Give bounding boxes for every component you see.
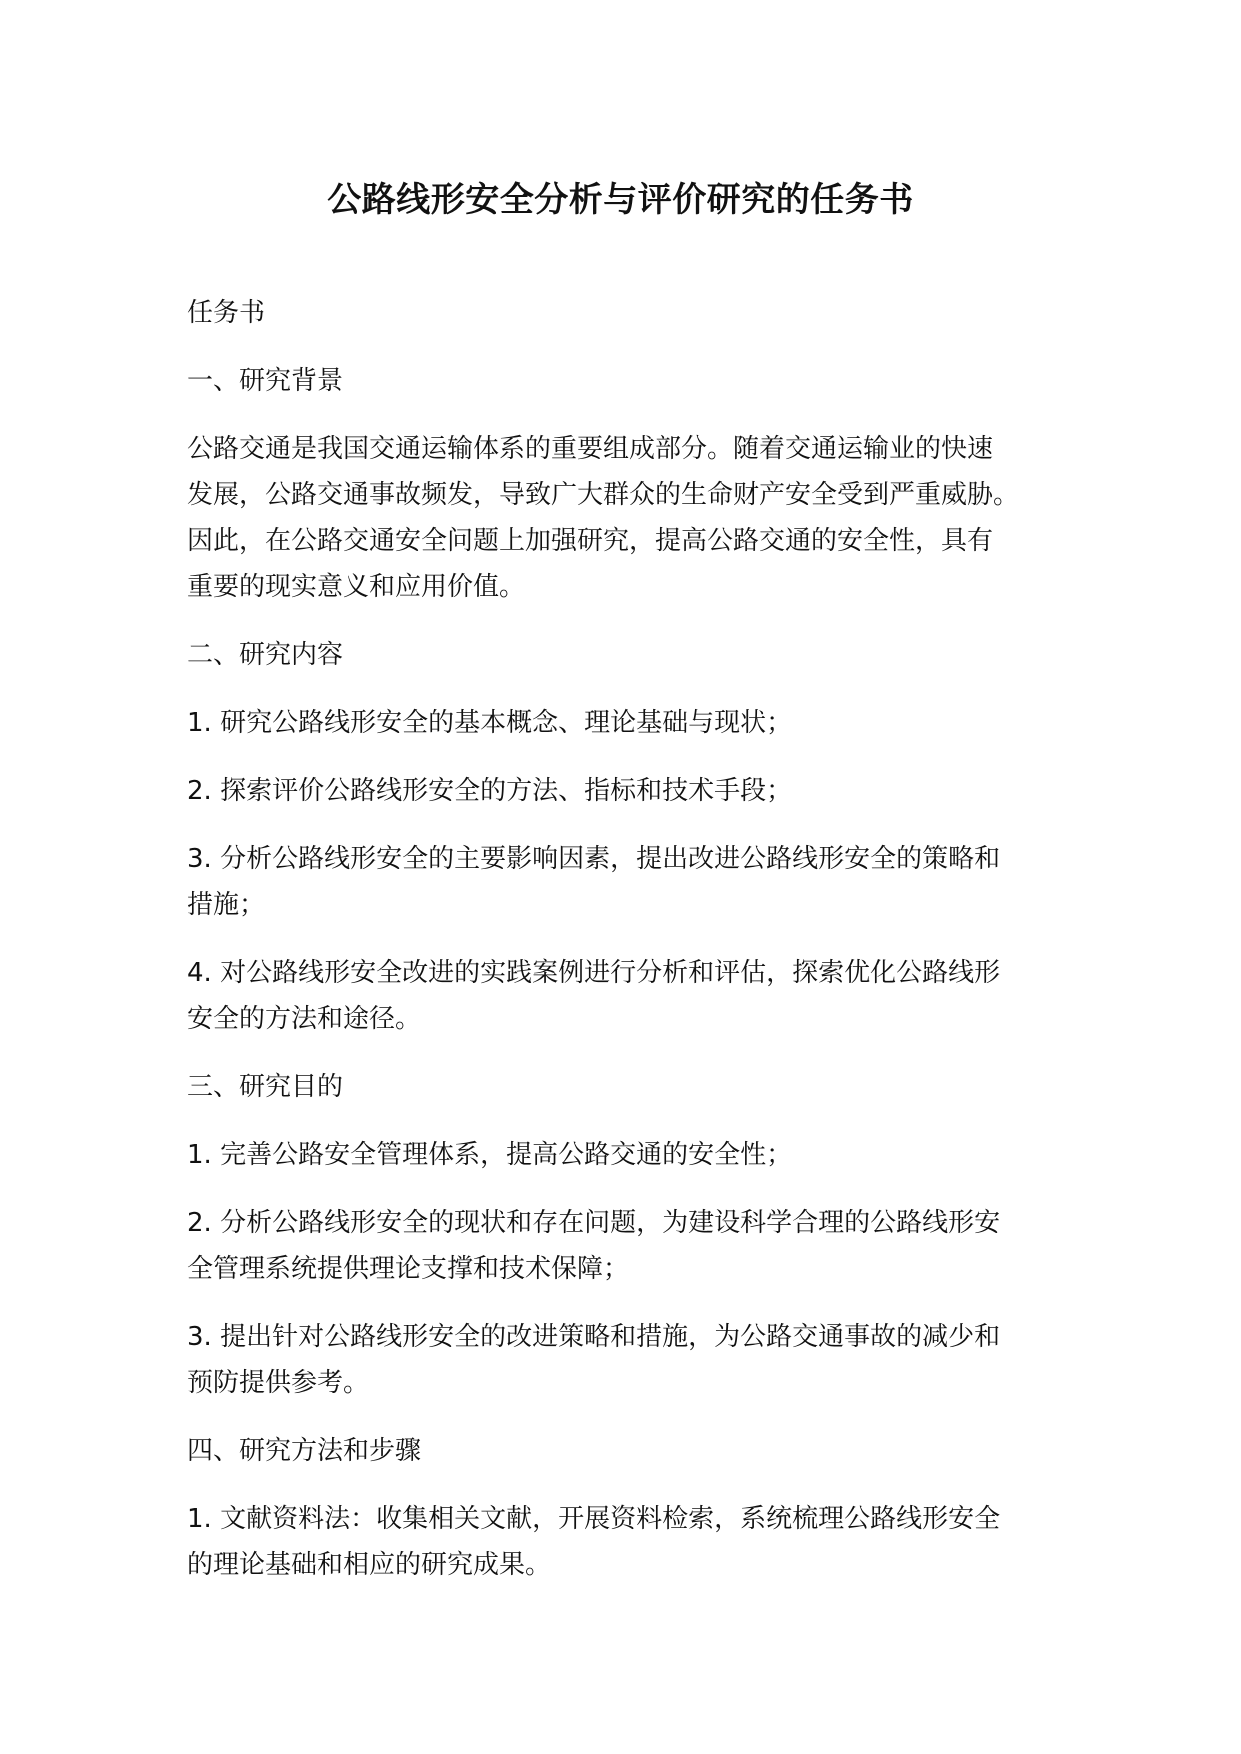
section-heading-purpose: 三、研究目的	[187, 1072, 344, 1102]
methods-item-1: 1. 文献资料法：收集相关文献，开展资料检索，系统梳理公路线形安全 的理论基础和相应的研究成果。	[187, 1504, 1001, 1580]
content-item-4: 4. 对公路线形安全改进的实践案例进行分析和评估，探索优化公路线形 安全的方法和途径。	[187, 958, 1001, 1034]
task-book-label: 任务书	[187, 298, 266, 328]
document-body	[187, 290, 1087, 1610]
section-heading-methods: 四、研究方法和步骤	[187, 1436, 422, 1466]
purpose-item-2: 2. 分析公路线形安全的现状和存在问题，为建设科学合理的公路线形安 全管理系统提供理论支撑和技术保障；	[187, 1208, 1001, 1284]
background-paragraph: 公路交通是我国交通运输体系的重要组成部分。随着交通运输业的快速 发展，公路交通事故频发，导致广大群众的生命财产安全受到严重威胁。 因此，在公路交通安全问题上加强研究，提高公路交通的安全性，具有 重要的现实意义和应用价值。	[187, 434, 1020, 602]
purpose-item-3: 3. 提出针对公路线形安全的改进策略和措施，为公路交通事故的减少和 预防提供参考。	[187, 1322, 1001, 1398]
content-item-1: 1. 研究公路线形安全的基本概念、理论基础与现状；	[187, 708, 793, 738]
section-heading-content: 二、研究内容	[187, 640, 344, 670]
content-item-3: 3. 分析公路线形安全的主要影响因素，提出改进公路线形安全的策略和 措施；	[187, 844, 1001, 920]
section-heading-background: 一、研究背景	[187, 366, 344, 396]
document-title: 公路线形安全分析与评价研究的任务书	[327, 180, 914, 220]
purpose-item-1: 1. 完善公路安全管理体系，提高公路交通的安全性；	[187, 1140, 793, 1170]
content-item-2: 2. 探索评价公路线形安全的方法、指标和技术手段；	[187, 776, 793, 806]
